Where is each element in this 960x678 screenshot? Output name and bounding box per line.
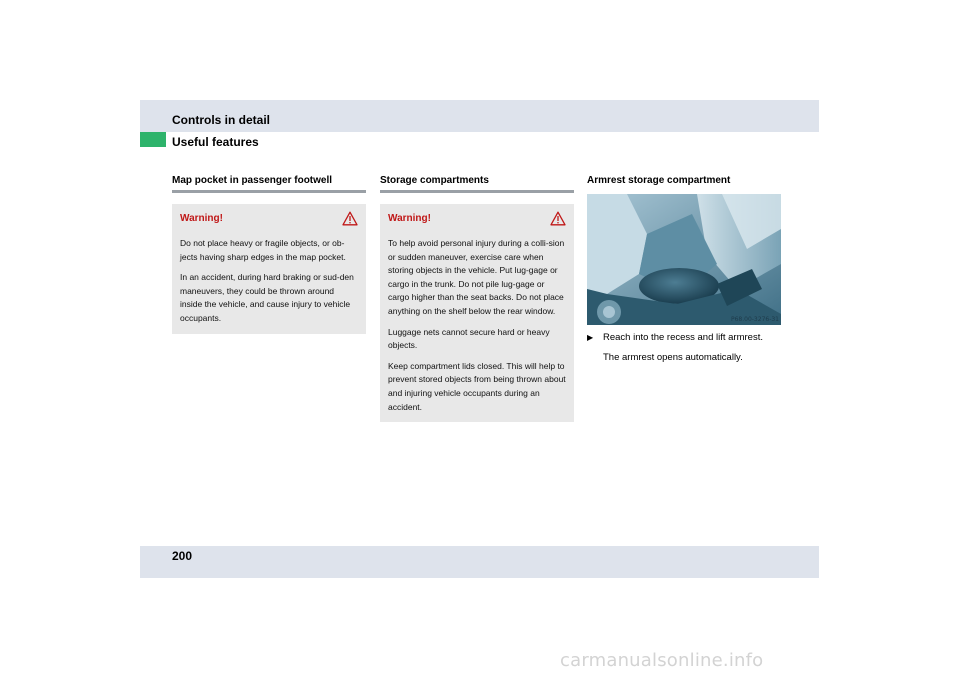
- armrest-heading: Armrest storage compartment: [587, 175, 731, 186]
- warning-text: Do not place heavy or fragile objects, or ob-jects having sharp edges in the map pocket.: [180, 238, 346, 262]
- map-pocket-heading: Map pocket in passenger footwell: [172, 175, 333, 186]
- storage-heading: Storage compartments: [380, 175, 489, 186]
- section-title: Controls in detail: [172, 113, 271, 127]
- storage-column: [380, 174, 574, 422]
- footer-band: [140, 546, 819, 578]
- heading-rule: [380, 190, 574, 193]
- map-pocket-column: [172, 174, 366, 334]
- instruction-text: Reach into the recess and lift armrest.: [603, 332, 763, 343]
- warning-label: Warning!: [180, 213, 223, 224]
- warning-text: In an accident, during hard braking or sud-den maneuvers, they could be thrown around inside the vehicle, and cause injury to vehicle occupants.: [180, 272, 354, 323]
- photo-reference-code: P68.00-3276-31: [730, 316, 779, 323]
- armrest-photo: [587, 194, 781, 325]
- armrest-illustration: [587, 194, 781, 325]
- warning-triangle-icon: [342, 211, 358, 226]
- warning-text: To help avoid personal injury during a colli-sion or sudden maneuver, exercise care when storing objects in the vehicle. Put lug-gage or cargo in the trunk. Do not pile lug-gage or cargo higher than the seat backs. Do not place anything on the shelf below the rear window.: [388, 238, 565, 316]
- warning-box: [172, 204, 366, 334]
- armrest-column: [587, 174, 781, 364]
- warning-text: Keep compartment lids closed. This will help to prevent stored objects from being thrown about and injuring vehicle occupants during an accident.: [388, 360, 566, 412]
- watermark: carmanualsonline.info: [560, 650, 764, 671]
- warning-triangle-icon: [550, 211, 566, 226]
- warning-label: Warning!: [388, 213, 431, 224]
- warning-text: Luggage nets cannot secure hard or heavy objects.: [388, 326, 550, 351]
- instruction-result: The armrest opens automatically.: [603, 352, 743, 363]
- heading-rule: [172, 190, 366, 193]
- instruction-step: [587, 331, 781, 344]
- arrow-bullet-icon: ▶: [587, 333, 594, 342]
- warning-box: [380, 204, 574, 422]
- section-color-tab: [140, 132, 166, 147]
- subsection-title: Useful features: [172, 135, 259, 149]
- page-number: 200: [172, 549, 193, 563]
